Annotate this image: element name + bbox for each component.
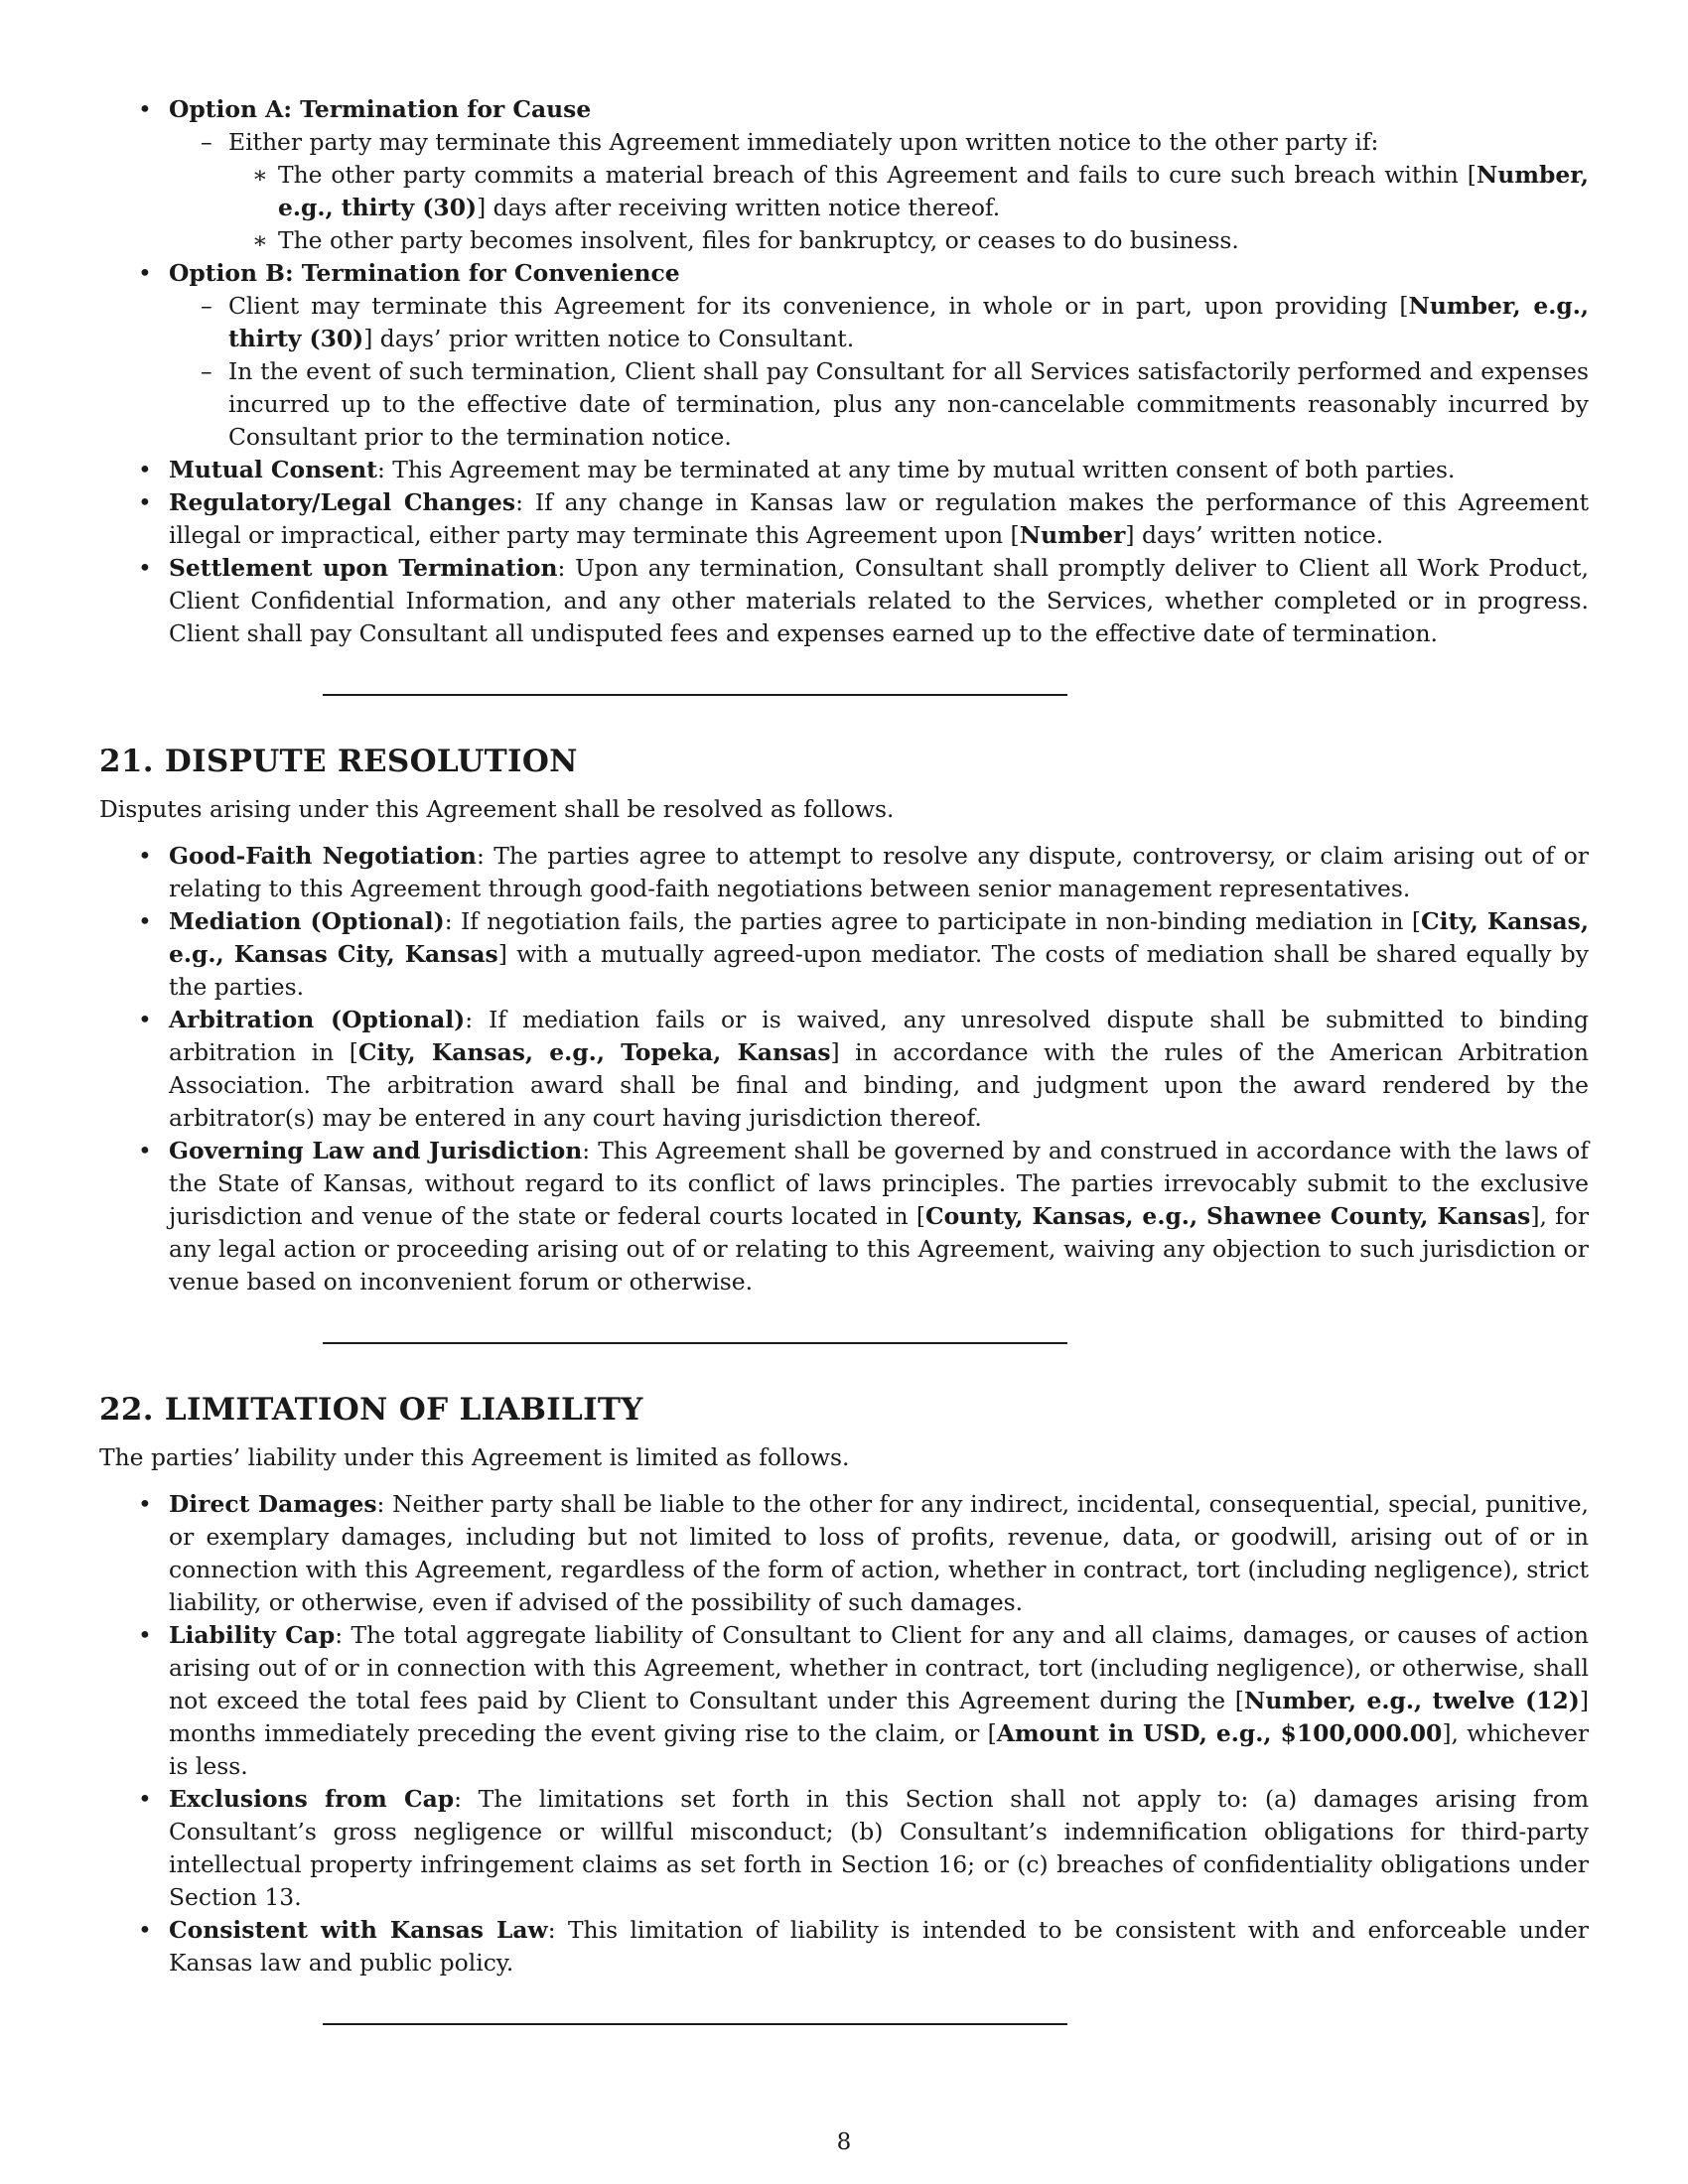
option-b-title: Option B: Termination for Convenience	[169, 259, 680, 287]
section-22	[99, 1390, 1589, 1979]
text: ] days’ prior written notice to Consultant.	[363, 325, 855, 352]
text: ] days’ written notice.	[1125, 521, 1384, 549]
section-heading: 21. DISPUTE RESOLUTION	[99, 744, 578, 779]
placeholder-field: County, Kansas, e.g., Shawnee County, Kansas	[924, 1202, 1531, 1230]
text: Client may terminate this Agreement for its convenience, in whole or in part, upon providing [	[228, 292, 1409, 320]
section-intro: The parties’ liability under this Agreement is limited as follows.	[99, 1443, 850, 1471]
item-label: Good-Faith Negotiation	[169, 842, 477, 870]
list-item	[99, 840, 1589, 905]
option-a-title: Option A: Termination for Cause	[169, 95, 592, 123]
section-divider	[323, 1342, 1067, 1344]
text: ] with a mutually agreed-upon mediator. The costs of mediation shall be shared equally by the parties.	[169, 940, 1589, 1001]
option-a-conditions	[228, 159, 1589, 257]
option-b-sublist	[169, 290, 1589, 454]
placeholder-field: Number, e.g., thirty (30)	[278, 161, 1589, 221]
text: : The total aggregate liability of Consultant to Client for any and all claims, damages, or causes of action arising out of or in connection with this Agreement, whether in contract, tort (including negligence), or otherwise, shall not exceed the total fees paid by Client to Consultant under this Agreement during the [	[169, 1621, 1589, 1714]
item-label: Exclusions from Cap	[169, 1785, 455, 1813]
text: : This Agreement may be terminated at any time by mutual written consent of both parties.	[376, 456, 1456, 483]
list-item	[99, 552, 1589, 650]
text: ] days after receiving written notice thereof.	[477, 194, 1001, 221]
list-item	[99, 1914, 1589, 1979]
text: : Upon any termination, Consultant shall promptly deliver to Client all Work Product, Client Confidential Information, and any other materials related to the Services, whether completed or in progress. Client shall pay Consultant all undisputed fees and expenses earned up to the effective date of termination.	[169, 554, 1589, 647]
placeholder-field: Number, e.g., thirty (30)	[228, 292, 1589, 352]
option-a-lead: Either party may terminate this Agreement immediately upon written notice to the other party if:	[228, 128, 1379, 156]
list-item	[99, 1004, 1589, 1135]
text: ] months immediately preceding the event giving rise to the claim, or [	[169, 1687, 1589, 1747]
list-item	[99, 257, 1589, 454]
list-item	[99, 126, 1589, 257]
list-item	[99, 1488, 1589, 1619]
option-a-sublist	[169, 126, 1589, 257]
item-label: Governing Law and Jurisdiction	[169, 1137, 583, 1164]
list-item	[99, 1783, 1589, 1914]
item-label: Mutual Consent	[169, 456, 377, 483]
page-number: 8	[836, 2129, 852, 2155]
list-item	[99, 355, 1589, 454]
item-label: Settlement upon Termination	[169, 554, 558, 582]
list-item	[99, 290, 1589, 355]
text: ], whichever is less.	[169, 1719, 1590, 1780]
text: : If mediation fails or is waived, any unresolved dispute shall be submitted to binding arbitration in [	[169, 1006, 1589, 1066]
item-label: Regulatory/Legal Changes	[169, 488, 516, 516]
placeholder-field: City, Kansas, e.g., Topeka, Kansas	[357, 1038, 831, 1066]
list-item	[99, 905, 1589, 1004]
item-label: Mediation (Optional)	[169, 907, 445, 935]
item-label: Consistent with Kansas Law	[169, 1916, 548, 1944]
item-label: Liability Cap	[169, 1621, 336, 1649]
list-item	[99, 93, 1589, 257]
liability-list	[99, 1488, 1589, 1979]
text: : This limitation of liability is intended to be consistent with and enforceable under Kansas law and public policy.	[169, 1916, 1589, 1977]
list-item	[99, 159, 1589, 224]
section-heading: 22. LIMITATION OF LIABILITY	[99, 1392, 643, 1428]
placeholder-field: City, Kansas, e.g., Kansas City, Kansas	[169, 907, 1589, 968]
item-label: Direct Damages	[169, 1490, 377, 1518]
section-intro: Disputes arising under this Agreement shall be resolved as follows.	[99, 795, 895, 823]
text: ] in accordance with the rules of the American Arbitration Association. The arbitration award shall be final and binding, and judgment upon the award rendered by the arbitrator(s) may be entered in any court having jurisdiction thereof.	[169, 1038, 1589, 1132]
text: : This Agreement shall be governed by and construed in accordance with the laws of the State of Kansas, without regard to its conflict of laws principles. The parties irrevocably submit to the exclusive jurisdiction and venue of the state or federal courts located in [	[169, 1137, 1589, 1230]
placeholder-field: Number	[1019, 521, 1126, 549]
list-item	[99, 486, 1589, 552]
item-label: Arbitration (Optional)	[169, 1006, 466, 1033]
section-divider	[323, 694, 1067, 696]
list-item	[99, 1619, 1589, 1783]
text: : The parties agree to attempt to resolve any dispute, controversy, or claim arising out of or relating to this Agreement through good-faith negotiations between senior management representatives.	[169, 842, 1589, 902]
list-item	[99, 1135, 1589, 1298]
text: : The limitations set forth in this Section shall not apply to: (a) damages arising from Consultant’s gross negligence or willful misconduct; (b) Consultant’s indemnification obligations for third-party intellectual property infringement claims as set forth in Section 16; or (c) breaches of confidentiality obligations under Section 13.	[169, 1785, 1589, 1911]
text: The other party commits a material breach of this Agreement and fails to cure such breach within [	[278, 161, 1477, 189]
text: : If negotiation fails, the parties agree to participate in non-binding mediation in [	[444, 907, 1421, 935]
text: In the event of such termination, Client shall pay Consultant for all Services satisfactorily performed and expenses incurred up to the effective date of termination, plus any non-cancelable commitments reasonably incurred by Consultant prior to the termination notice.	[228, 357, 1589, 451]
list-item	[99, 454, 1589, 486]
placeholder-field: Number, e.g., twelve (12)	[1243, 1687, 1580, 1714]
list-item	[99, 224, 1589, 257]
placeholder-field: Amount in USD, e.g., $100,000.00	[996, 1719, 1443, 1747]
section-21	[99, 742, 1589, 1298]
text: ], for any legal action or proceeding arising out of or relating to this Agreement, waiving any objection to such jurisdiction or venue based on inconvenient forum or otherwise.	[169, 1202, 1589, 1296]
text: The other party becomes insolvent, files for bankruptcy, or ceases to do business.	[278, 226, 1239, 254]
section-divider	[323, 2023, 1067, 2025]
text: : If any change in Kansas law or regulation makes the performance of this Agreement illegal or impractical, either party may terminate this Agreement upon [	[169, 488, 1589, 549]
dispute-list	[99, 840, 1589, 1298]
text: : Neither party shall be liable to the other for any indirect, incidental, consequential, special, punitive, or exemplary damages, including but not limited to loss of profits, revenue, data, or goodwill, arising out of or in connection with this Agreement, regardless of the form of action, whether in contract, tort (including negligence), strict liability, or otherwise, even if advised of the possibility of such damages.	[169, 1490, 1589, 1616]
document-page	[99, 93, 1589, 2025]
termination-list	[99, 93, 1589, 650]
